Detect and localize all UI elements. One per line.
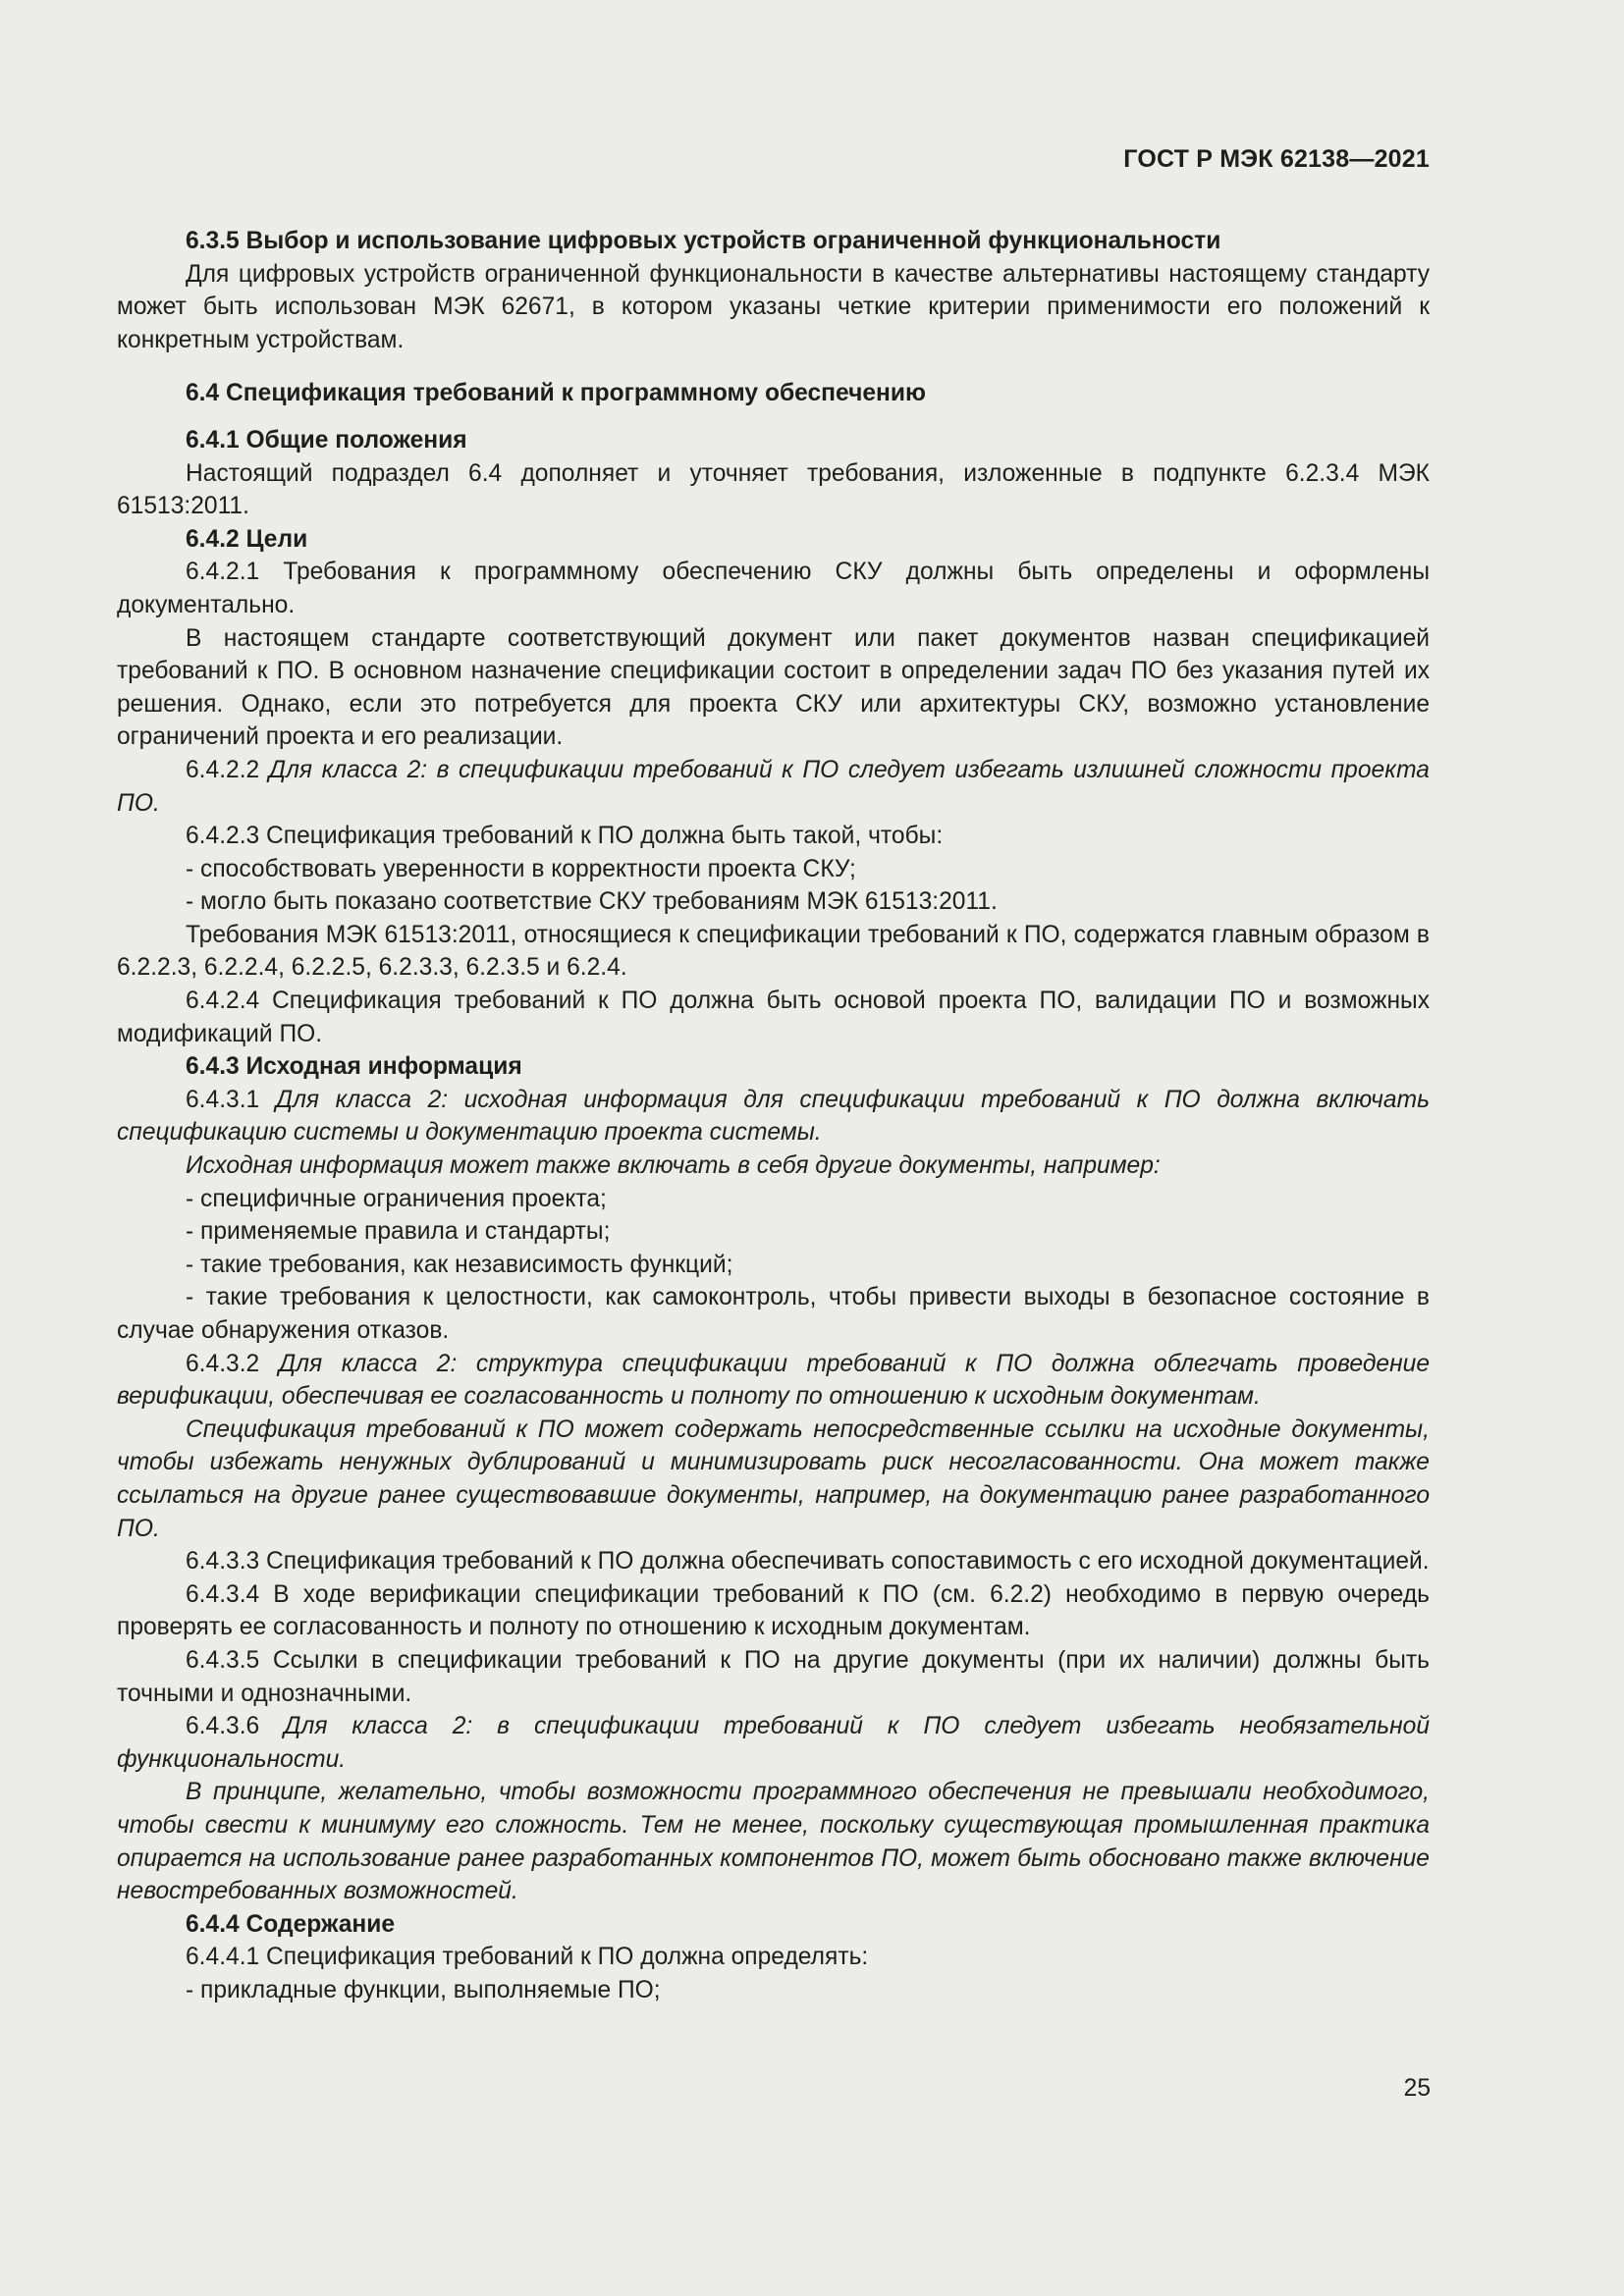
italic-text: Исходная информация может также включать в себя другие документы, например: bbox=[186, 1152, 1161, 1180]
clause-number: 6.4.2.2 bbox=[186, 756, 269, 783]
list-item: - могло быть показано соответствие СКУ требованиям МЭК 61513:2011. bbox=[186, 888, 998, 916]
paragraph-italic bbox=[117, 1348, 1430, 1414]
section-heading-6-4-3: 6.4.3 Исходная информация bbox=[186, 1053, 522, 1081]
paragraph: 6.4.2.3 Спецификация требований к ПО должна быть такой, чтобы: bbox=[186, 823, 944, 850]
paragraph: 6.4.3.5 Ссылки в спецификации требований к ПО на другие документы (при их наличии) должны быть точными и однозначными. bbox=[117, 1646, 1430, 1707]
section-heading-6-3-5: 6.3.5 Выбор и использование цифровых устройств ограниченной функциональности bbox=[186, 228, 1221, 254]
italic-text: Для класса 2: исходная информация для спецификации требований к ПО должна включать спецификацию системы и документацию проекта системы. bbox=[117, 1086, 1431, 1147]
paragraph-italic bbox=[117, 1084, 1430, 1149]
list-item: - такие требования к целостности, как самоконтроль, чтобы привести выходы в безопасное состояние в случае обнаружения отказов. bbox=[117, 1284, 1430, 1344]
paragraph: Для цифровых устройств ограниченной функциональности в качестве альтернативы настоящему стандарту может быть использован МЭК 62671, в котором указаны четкие критерии применимости его положений к конкретным устройствам. bbox=[117, 260, 1430, 353]
list-item: - применяемые правила и стандарты; bbox=[186, 1218, 611, 1246]
italic-text: В принципе, желательно, чтобы возможности программного обеспечения не превышали необходимого, чтобы свести к минимуму его сложность. Тем не менее, поскольку существующая промышленная практика опирается на использование ранее разработанных компонентов ПО, может быть обосновано также включение невостребованных возможностей. bbox=[117, 1779, 1430, 1905]
section-heading-6-4-1: 6.4.1 Общие положения bbox=[186, 426, 467, 454]
page-content bbox=[117, 225, 1430, 2006]
paragraph: 6.4.2.1 Требования к программному обеспечению СКУ должны быть определены и оформлены документально. bbox=[117, 559, 1430, 618]
italic-text: Для класса 2: в спецификации требований к ПО следует избегать излишней сложности проекта ПО. bbox=[117, 756, 1430, 817]
section-heading-6-4-4: 6.4.4 Содержание bbox=[186, 1910, 396, 1938]
section-heading-6-4-2: 6.4.2 Цели bbox=[186, 525, 308, 553]
paragraph-italic bbox=[117, 754, 1430, 820]
clause-number: 6.4.3.2 bbox=[186, 1350, 279, 1377]
italic-text: Для класса 2: структура спецификации требований к ПО должна облегчать проведение верификации, обеспечивая ее согласованность и полноту по отношению к исходным документам. bbox=[117, 1350, 1430, 1411]
clause-number: 6.4.3.6 bbox=[186, 1713, 285, 1740]
clause-number: 6.4.3.1 bbox=[186, 1086, 276, 1113]
paragraph: 6.4.4.1 Спецификация требований к ПО должна определять: bbox=[186, 1944, 869, 1971]
paragraph: 6.4.3.4 В ходе верификации спецификации требований к ПО (см. 6.2.2) необходимо в первую очередь проверять ее согласованность и полноту по отношению к исходным документам. bbox=[117, 1580, 1430, 1641]
list-item: - прикладные функции, выполняемые ПО; bbox=[186, 1976, 661, 2003]
document-id-header: ГОСТ Р МЭК 62138—2021 bbox=[1123, 145, 1430, 173]
list-item: - специфичные ограничения проекта; bbox=[186, 1185, 607, 1212]
paragraph: 6.4.3.3 Спецификация требований к ПО должна обеспечивать сопоставимость с его исходной документацией. bbox=[186, 1548, 1430, 1575]
paragraph-italic bbox=[117, 1776, 1430, 1907]
paragraph-italic bbox=[117, 1414, 1430, 1545]
paragraph: Требования МЭК 61513:2011, относящиеся к спецификации требований к ПО, содержатся главным образом в 6.2.2.3, 6.2.2.4, 6.2.2.5, 6.2.3.3, 6.2.3.5 и 6.2.4. bbox=[117, 921, 1430, 982]
paragraph-italic bbox=[117, 1149, 1430, 1183]
paragraph: 6.4.2.4 Спецификация требований к ПО должна быть основой проекта ПО, валидации ПО и возможных модификаций ПО. bbox=[117, 988, 1430, 1047]
list-item: - такие требования, как независимость функций; bbox=[186, 1251, 733, 1278]
italic-text: Для класса 2: в спецификации требований к ПО следует избегать необязательной функциональности. bbox=[117, 1713, 1430, 1773]
paragraph-italic bbox=[117, 1710, 1430, 1776]
section-heading-6-4: 6.4 Спецификация требований к программному обеспечению bbox=[186, 380, 927, 407]
page-number: 25 bbox=[1403, 2075, 1431, 2102]
list-item: - способствовать уверенности в корректности проекта СКУ; bbox=[186, 855, 856, 882]
paragraph: В настоящем стандарте соответствующий документ или пакет документов назван спецификацией требований к ПО. В основном назначение спецификации состоит в определении задач ПО без указания путей их решения. Однако, если это потребуется для проекта СКУ или архитектуры СКУ, возможно установление ограничений проекта и его реализации. bbox=[117, 624, 1430, 751]
italic-text: Спецификация требований к ПО может содержать непосредственные ссылки на исходные документы, чтобы избежать ненужных дублирований и минимизировать риск несогласованности. Она может также ссылаться на другие ранее существовавшие документы, например, на документацию ранее разработанного ПО. bbox=[117, 1415, 1430, 1542]
paragraph: Настоящий подраздел 6.4 дополняет и уточняет требования, изложенные в подпункте 6.2.3.4 МЭК 61513:2011. bbox=[117, 459, 1430, 520]
